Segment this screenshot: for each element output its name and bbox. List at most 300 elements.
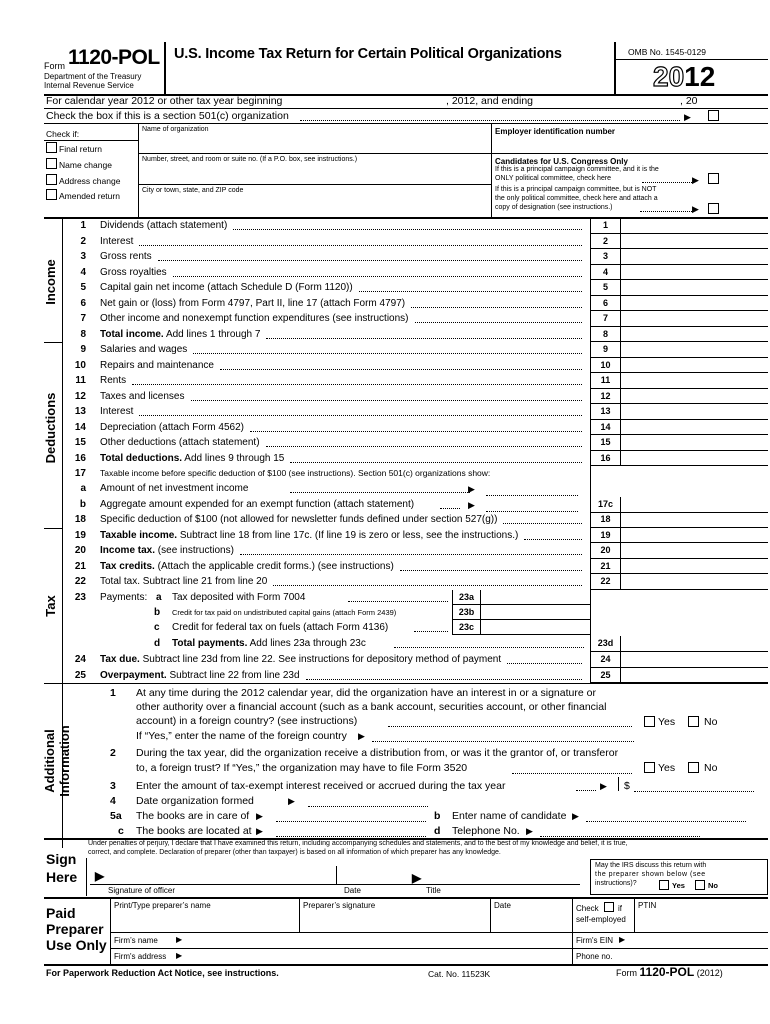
deductions-section-rule bbox=[44, 528, 62, 529]
additional-word: Additional bbox=[42, 729, 57, 793]
line-15 bbox=[62, 435, 768, 451]
candidate-name-field[interactable] bbox=[586, 821, 746, 822]
question-5b-line-1: Enter name of candidate bbox=[452, 810, 567, 822]
line-3-number: 3 bbox=[80, 251, 86, 262]
line-14-amount[interactable] bbox=[620, 420, 768, 436]
line-16-label-bold: Total deductions. bbox=[100, 452, 183, 464]
line-23a-label: Tax deposited with Form 7004 bbox=[172, 592, 306, 603]
line-7-amount[interactable] bbox=[620, 311, 768, 327]
line-22-label bbox=[100, 574, 267, 589]
question-2-line-1: During the tax year, did the organization receive a distribution from, or was it the grantor of, or transferor bbox=[136, 747, 619, 759]
line-20-label-bold: Income tax. bbox=[100, 545, 156, 556]
line-21-number: 21 bbox=[74, 560, 86, 572]
line-10-label-text: Repairs and maintenance bbox=[100, 359, 214, 371]
street-rule bbox=[138, 184, 491, 185]
footer-form-id bbox=[616, 965, 723, 980]
line-3-amount[interactable] bbox=[620, 249, 768, 265]
line-19-number: 19 bbox=[74, 529, 86, 541]
irs-discuss-box bbox=[590, 859, 768, 895]
tax-exempt-interest-field[interactable] bbox=[634, 791, 754, 792]
line-11-leader bbox=[132, 384, 582, 385]
footer-form-number: 1120-POL bbox=[639, 965, 695, 979]
firm-ein-label: Firm's EIN bbox=[576, 936, 614, 945]
question-5c-number: c bbox=[118, 825, 124, 837]
line-21-amount[interactable] bbox=[620, 559, 768, 575]
irs-discuss-line-1: May the IRS discuss this return with bbox=[595, 862, 707, 869]
line-23a-box: 23a bbox=[452, 590, 480, 605]
line-16-amount[interactable] bbox=[620, 451, 768, 467]
line-5-box: 5 bbox=[590, 280, 620, 296]
check-if-rule bbox=[44, 140, 138, 141]
line-3 bbox=[62, 249, 768, 265]
ein-label: Employer identification number bbox=[495, 127, 616, 136]
line-5-number: 5 bbox=[80, 282, 86, 293]
line-2-number: 2 bbox=[80, 235, 86, 247]
line-4-amount[interactable] bbox=[620, 265, 768, 281]
line-18-amount[interactable] bbox=[620, 512, 768, 528]
tax-year-bold: 12 bbox=[684, 61, 716, 92]
perjury-line-1: Under penalties of perjury, I declare that I have examined this return, including accompanying schedules and statements, and to the best of my knowledge and belief, it is true, bbox=[88, 840, 628, 847]
line-15-number: 15 bbox=[74, 437, 86, 448]
paperwork-notice: For Paperwork Reduction Act Notice, see instructions. bbox=[46, 968, 279, 978]
question-5d-number: d bbox=[434, 825, 441, 837]
street-label: Number, street, and room or suite no. (If a P.O. box, see instructions.) bbox=[142, 156, 358, 163]
line-3-label bbox=[100, 249, 152, 264]
calendar-year-mid: , 2012, and ending bbox=[446, 95, 533, 107]
firm-address-arrow: ▶ bbox=[176, 951, 183, 960]
congress-line-1b: ONLY political committee, check here bbox=[495, 175, 612, 182]
form-title: U.S. Income Tax Return for Certain Political Organizations bbox=[174, 46, 562, 62]
line-6-leader bbox=[411, 307, 582, 308]
line-17b bbox=[62, 497, 768, 513]
line-3-leader bbox=[158, 260, 582, 261]
line-19-label-text: Subtract line 18 from line 17c. (If line 19 is zero or less, see the instructions.) bbox=[177, 529, 519, 541]
line-25-label-bold: Overpayment. bbox=[100, 669, 167, 681]
question-2-no-checkbox[interactable] bbox=[688, 762, 699, 773]
question-5a-number: 5a bbox=[110, 810, 122, 822]
line-17-label: Taxable income before specific deduction of $100 (see instructions). Section 501(c) organizations show: bbox=[100, 468, 491, 478]
line-8 bbox=[62, 327, 768, 343]
line-7-number: 7 bbox=[80, 313, 86, 324]
line-21 bbox=[62, 559, 768, 575]
form-word: Form bbox=[44, 61, 65, 71]
calendar-year-label: For calendar year 2012 or other tax year beginning bbox=[46, 95, 283, 107]
question-3-number: 3 bbox=[110, 780, 116, 792]
line-16 bbox=[62, 451, 768, 467]
question-1-line-3: account) in a foreign country? (see instructions) bbox=[136, 715, 358, 727]
line-12-number: 12 bbox=[74, 390, 86, 402]
sign-arrow-2: ▶ bbox=[412, 871, 422, 885]
line-25-label-text: Subtract line 22 from line 23d bbox=[166, 669, 300, 681]
line-12-leader bbox=[191, 400, 582, 401]
line-1-number: 1 bbox=[80, 220, 86, 231]
line-25-amount[interactable] bbox=[620, 668, 768, 684]
income-section-rule bbox=[44, 342, 62, 343]
line-9-label-text: Salaries and wages bbox=[100, 344, 188, 355]
question-2-number: 2 bbox=[110, 747, 116, 759]
name-change-label: Name change bbox=[59, 160, 112, 170]
congress-not-only-committee-checkbox[interactable] bbox=[708, 203, 719, 214]
line-23d bbox=[62, 636, 768, 652]
line-9-amount[interactable] bbox=[620, 342, 768, 358]
question-5d-line-1: Telephone No. bbox=[452, 825, 520, 837]
preparer-date-label: Date bbox=[494, 901, 511, 910]
question-5d-arrow: ▶ bbox=[526, 826, 533, 836]
line-1-leader bbox=[233, 229, 582, 230]
catalog-number: Cat. No. 11523K bbox=[428, 969, 491, 979]
amended-return-label: Amended return bbox=[59, 191, 120, 201]
phone-field[interactable] bbox=[620, 949, 766, 963]
line-23d-label-bold: Total payments. bbox=[172, 638, 248, 649]
name-rule bbox=[138, 153, 768, 154]
line-16-label bbox=[100, 451, 284, 466]
line-17a-label: Amount of net investment income bbox=[100, 483, 249, 494]
header-divider-right bbox=[614, 42, 616, 94]
line-25-box: 25 bbox=[590, 668, 620, 684]
line-5 bbox=[62, 280, 768, 296]
line-24-leader bbox=[507, 663, 582, 664]
tax-year-outline: 20 bbox=[653, 61, 685, 92]
final-return-label: Final return bbox=[59, 144, 102, 154]
line-15-label bbox=[100, 435, 260, 450]
line-6-number: 6 bbox=[80, 297, 86, 309]
use-only-label: Use Only bbox=[46, 937, 107, 953]
line-23c bbox=[62, 620, 768, 636]
name-change-checkbox[interactable] bbox=[46, 158, 57, 169]
line-16-label-text: Add lines 9 through 15 bbox=[182, 452, 285, 464]
books-location-field[interactable] bbox=[276, 836, 426, 837]
irs-discuss-line-2: the preparer shown below (see bbox=[595, 871, 706, 878]
phone-label: Phone no. bbox=[576, 952, 613, 961]
question-5c-arrow: ▶ bbox=[256, 826, 263, 836]
question-1-no-label: No bbox=[704, 716, 718, 728]
irs-discuss-no-checkbox[interactable] bbox=[695, 880, 705, 890]
question-2-yes-checkbox[interactable] bbox=[644, 762, 655, 773]
line-11-box: 11 bbox=[590, 373, 620, 389]
line-19-leader bbox=[524, 539, 582, 540]
line-22-label-text: Total tax. Subtract line 21 from line 20 bbox=[100, 576, 268, 587]
question-4-number: 4 bbox=[110, 795, 116, 807]
line-21-label-text: (Attach the applicable credit forms.) (see instructions) bbox=[154, 560, 394, 572]
line-18-leader bbox=[503, 523, 582, 524]
line-24-amount[interactable] bbox=[620, 652, 768, 668]
line-25-leader bbox=[306, 679, 582, 680]
preparer-divider-2 bbox=[490, 898, 491, 932]
firm-name-label: Firm’s name bbox=[114, 936, 158, 945]
question-2-yes-label: Yes bbox=[658, 762, 676, 774]
line-11-label bbox=[100, 373, 126, 388]
preparer-divider-3 bbox=[572, 898, 573, 964]
line-22 bbox=[62, 574, 768, 590]
question-2-leader bbox=[512, 773, 632, 774]
line-24-label-text: Subtract line 23d from line 22. See instructions for depository method of payment bbox=[139, 654, 502, 665]
line-12 bbox=[62, 389, 768, 405]
books-care-of-field[interactable] bbox=[276, 821, 426, 822]
org-name-field[interactable] bbox=[139, 135, 491, 152]
omb-number: OMB No. 1545-0129 bbox=[628, 47, 706, 57]
congress-only-committee-checkbox[interactable] bbox=[708, 173, 719, 184]
line-13 bbox=[62, 404, 768, 420]
line-14-label-text: Depreciation (attach Form 4562) bbox=[100, 421, 244, 433]
line-6-amount[interactable] bbox=[620, 296, 768, 312]
line-23c-amount[interactable] bbox=[480, 620, 590, 635]
line-11-label-text: Rents bbox=[100, 375, 127, 386]
line-17c-box: 17c bbox=[590, 497, 620, 513]
line-17a bbox=[62, 481, 768, 497]
line-19-amount[interactable] bbox=[620, 528, 768, 544]
question-1-no-checkbox[interactable] bbox=[688, 716, 699, 727]
sign-bottom-rule bbox=[44, 897, 768, 899]
line-5-amount[interactable] bbox=[620, 280, 768, 296]
line-19 bbox=[62, 528, 768, 544]
line-5-label-text: Capital gain net income (attach Schedule D (Form 1120)) bbox=[100, 282, 353, 293]
congress-line-2a: If this is a principal campaign committee, but is NOT bbox=[495, 186, 657, 193]
line-17a-arrow: ▶ bbox=[468, 484, 475, 494]
line-12-box: 12 bbox=[590, 389, 620, 405]
question-1-arrow: ▶ bbox=[358, 731, 365, 741]
perjury-line-2: correct, and complete. Declaration of preparer (other than taxpayer) is based on all information of which preparer has any knowledge. bbox=[88, 849, 501, 856]
question-3-dollar: $ bbox=[624, 780, 630, 792]
line-15-amount[interactable] bbox=[620, 435, 768, 451]
line-10-amount[interactable] bbox=[620, 358, 768, 374]
check-if-label: Check if: bbox=[46, 129, 80, 139]
question-1-line-1: At any time during the 2012 calendar year, did the organization have an interest in or a signature or bbox=[136, 687, 596, 699]
congress-title: Candidates for U.S. Congress Only bbox=[495, 157, 628, 166]
signature-title-label: Title bbox=[426, 886, 441, 895]
header-divider-left bbox=[164, 42, 166, 94]
line-20-number: 20 bbox=[74, 545, 86, 556]
street-field[interactable] bbox=[139, 165, 491, 183]
line-23a-letter: a bbox=[156, 592, 162, 603]
firm-ein-field[interactable] bbox=[632, 933, 766, 947]
city-label: City or town, state, and ZIP code bbox=[142, 187, 244, 194]
line-13-box: 13 bbox=[590, 404, 620, 420]
line-11-amount[interactable] bbox=[620, 373, 768, 389]
line-17b-label: Aggregate amount expended for an exempt function (attach statement) bbox=[100, 499, 415, 510]
irs-discuss-no-label: No bbox=[708, 881, 718, 890]
question-1-number: 1 bbox=[110, 687, 116, 699]
line-8-label-bold: Total income. bbox=[100, 328, 164, 340]
irs-discuss-line-3: instructions)? bbox=[595, 880, 637, 887]
line-17a-leader bbox=[290, 492, 470, 493]
congress-2-leader bbox=[640, 211, 692, 212]
line-7-label bbox=[100, 311, 409, 326]
irs-discuss-yes-label: Yes bbox=[672, 881, 685, 890]
line-3-label-text: Gross rents bbox=[100, 251, 152, 262]
line-14-box: 14 bbox=[590, 420, 620, 436]
line-23d-letter: d bbox=[154, 638, 161, 649]
line-13-label bbox=[100, 404, 133, 419]
line-7-label-text: Other income and nonexempt function expenditures (see instructions) bbox=[100, 313, 409, 324]
line-17b-arrow: ▶ bbox=[468, 500, 475, 510]
line-22-amount[interactable] bbox=[620, 574, 768, 590]
footer-form-word: Form bbox=[616, 968, 637, 978]
line-17c-amount[interactable] bbox=[620, 497, 768, 513]
line-8-label-text: Add lines 1 through 7 bbox=[163, 328, 261, 340]
preparer-signature-label: Preparer’s signature bbox=[303, 901, 376, 910]
line-14-leader bbox=[250, 431, 582, 432]
ein-field[interactable] bbox=[492, 136, 768, 152]
line-4-box: 4 bbox=[590, 265, 620, 281]
line-13-number: 13 bbox=[74, 406, 86, 417]
line-23c-letter: c bbox=[154, 622, 160, 633]
department-line-1: Department of the Treasury bbox=[44, 72, 142, 81]
line-23b-label: Credit for tax paid on undistributed capital gains (attach Form 2439) bbox=[172, 608, 397, 617]
line-12-label-text: Taxes and licenses bbox=[100, 390, 185, 402]
line-23a bbox=[62, 590, 768, 606]
preparer-divider-1 bbox=[299, 898, 300, 932]
line-23b-letter: b bbox=[154, 607, 161, 618]
officer-signature-field[interactable] bbox=[90, 864, 330, 884]
firm-name-field[interactable] bbox=[190, 933, 570, 947]
line-2-box: 2 bbox=[590, 234, 620, 250]
line-23-number: 23 bbox=[74, 592, 86, 603]
line-17b-letter: b bbox=[79, 499, 86, 510]
self-employed-checkbox[interactable] bbox=[604, 902, 614, 912]
foreign-country-field[interactable] bbox=[372, 741, 634, 742]
line-17 bbox=[62, 466, 768, 482]
deductions-section-label: Deductions bbox=[43, 392, 58, 464]
line-1 bbox=[62, 218, 768, 234]
line-9 bbox=[62, 342, 768, 358]
line-8-amount[interactable] bbox=[620, 327, 768, 343]
line-14-number: 14 bbox=[74, 421, 86, 433]
line-9-number: 9 bbox=[80, 344, 86, 355]
line-4-leader bbox=[173, 276, 582, 277]
line-22-number: 22 bbox=[74, 576, 86, 587]
signature-of-officer-label: Signature of officer bbox=[108, 886, 176, 895]
line-11 bbox=[62, 373, 768, 389]
501c-rule bbox=[44, 123, 768, 124]
line-10-label bbox=[100, 358, 214, 373]
line-9-label bbox=[100, 342, 187, 357]
information-word: Information bbox=[57, 725, 72, 797]
line-16-number: 16 bbox=[74, 452, 86, 464]
line-13-leader bbox=[139, 415, 582, 416]
question-5b-arrow: ▶ bbox=[572, 811, 579, 821]
question-4-line-1: Date organization formed bbox=[136, 795, 254, 807]
line-23d-amount[interactable] bbox=[620, 636, 768, 652]
income-section-label: Income bbox=[43, 259, 58, 305]
line-23b-box: 23b bbox=[452, 605, 480, 620]
preparer-left-divider bbox=[110, 898, 111, 964]
line-13-amount[interactable] bbox=[620, 404, 768, 420]
firm-name-arrow: ▶ bbox=[176, 935, 183, 944]
check-label: Check bbox=[576, 904, 599, 913]
congress-line-2c: copy of designation (see instructions.) bbox=[495, 204, 613, 211]
line-6-label bbox=[100, 296, 405, 311]
self-employed-label: self-employed bbox=[576, 915, 626, 924]
line-10-box: 10 bbox=[590, 358, 620, 374]
address-change-checkbox[interactable] bbox=[46, 174, 57, 185]
line-23d-label-rest: Add lines 23a through 23c bbox=[247, 638, 366, 649]
officer-title-field[interactable] bbox=[426, 864, 576, 884]
line-12-amount[interactable] bbox=[620, 389, 768, 405]
additional-information bbox=[62, 684, 768, 838]
firm-address-field[interactable] bbox=[190, 949, 570, 963]
calendar-year-end: , 20 bbox=[680, 95, 698, 107]
line-7-leader bbox=[415, 322, 582, 323]
check-if-word: if bbox=[618, 904, 622, 913]
line-1-box: 1 bbox=[590, 218, 620, 234]
line-2-label bbox=[100, 234, 133, 249]
sign-divider bbox=[86, 858, 87, 896]
line-17a-field[interactable] bbox=[486, 495, 578, 496]
line-4-label-text: Gross royalties bbox=[100, 266, 167, 278]
line-20 bbox=[62, 543, 768, 559]
question-1-yes-checkbox[interactable] bbox=[644, 716, 655, 727]
line-23d-label bbox=[172, 638, 366, 650]
line-8-number: 8 bbox=[80, 328, 86, 340]
section-501c-arrow: ▶ bbox=[684, 112, 691, 122]
date-formed-field[interactable] bbox=[308, 806, 428, 807]
line-2 bbox=[62, 234, 768, 250]
line-23a-amount[interactable] bbox=[480, 590, 590, 605]
firm-address-label: Firm's address bbox=[114, 952, 167, 961]
line-15-leader bbox=[266, 446, 582, 447]
line-21-label bbox=[100, 559, 394, 574]
line-22-box: 22 bbox=[590, 574, 620, 590]
question-2-line-2: to, a foreign trust? If “Yes,” the organization may have to file Form 3520 bbox=[136, 762, 468, 774]
tax-section-label: Tax bbox=[43, 595, 58, 617]
line-25-number: 25 bbox=[74, 669, 86, 681]
congress-1-arrow: ▶ bbox=[692, 175, 699, 185]
line-3-box: 3 bbox=[590, 249, 620, 265]
telephone-field[interactable] bbox=[540, 836, 700, 837]
omb-divider bbox=[615, 59, 768, 60]
signature-rule bbox=[90, 884, 580, 885]
line-6-box: 6 bbox=[590, 296, 620, 312]
irs-discuss-yes-checkbox[interactable] bbox=[659, 880, 669, 890]
section-501c-label: Check the box if this is a section 501(c) organization bbox=[46, 110, 289, 122]
right-amount-column-edge bbox=[590, 218, 591, 683]
line-5-label bbox=[100, 280, 353, 295]
ptin-field[interactable] bbox=[636, 912, 766, 930]
preparer-name-field[interactable] bbox=[112, 912, 298, 930]
line-2-amount[interactable] bbox=[620, 234, 768, 250]
line-19-box: 19 bbox=[590, 528, 620, 544]
line-14-label bbox=[100, 420, 244, 435]
department-line-2: Internal Revenue Service bbox=[44, 81, 134, 90]
form-number: 1120-POL bbox=[68, 46, 160, 69]
calendar-rule bbox=[44, 108, 768, 109]
line-6 bbox=[62, 296, 768, 312]
line-1-amount[interactable] bbox=[620, 218, 768, 234]
section-501c-checkbox[interactable] bbox=[708, 110, 719, 121]
line-23b-amount[interactable] bbox=[480, 605, 590, 620]
line-10-number: 10 bbox=[74, 359, 86, 371]
amended-return-checkbox[interactable] bbox=[46, 189, 57, 200]
preparer-divider-4 bbox=[634, 898, 635, 932]
final-return-checkbox[interactable] bbox=[46, 142, 57, 153]
city-field[interactable] bbox=[139, 196, 491, 217]
line-23c-box: 23c bbox=[452, 620, 480, 635]
signature-date-label: Date bbox=[344, 886, 361, 895]
line-25 bbox=[62, 668, 768, 684]
congress-1-leader bbox=[642, 182, 692, 183]
line-21-box: 21 bbox=[590, 559, 620, 575]
sign-field-tick bbox=[336, 866, 337, 884]
line-11-number: 11 bbox=[75, 375, 86, 386]
line-25-label bbox=[100, 668, 300, 683]
preparer-signature-field[interactable] bbox=[301, 912, 487, 930]
preparer-label: Preparer bbox=[46, 921, 104, 937]
question-5a-arrow: ▶ bbox=[256, 811, 263, 821]
line-18-label-text: Specific deduction of $100 (not allowed for newsletter funds defined under section 527(g)) bbox=[100, 514, 498, 525]
line-10 bbox=[62, 358, 768, 374]
line-20-amount[interactable] bbox=[620, 543, 768, 559]
line-5-leader bbox=[359, 291, 582, 292]
